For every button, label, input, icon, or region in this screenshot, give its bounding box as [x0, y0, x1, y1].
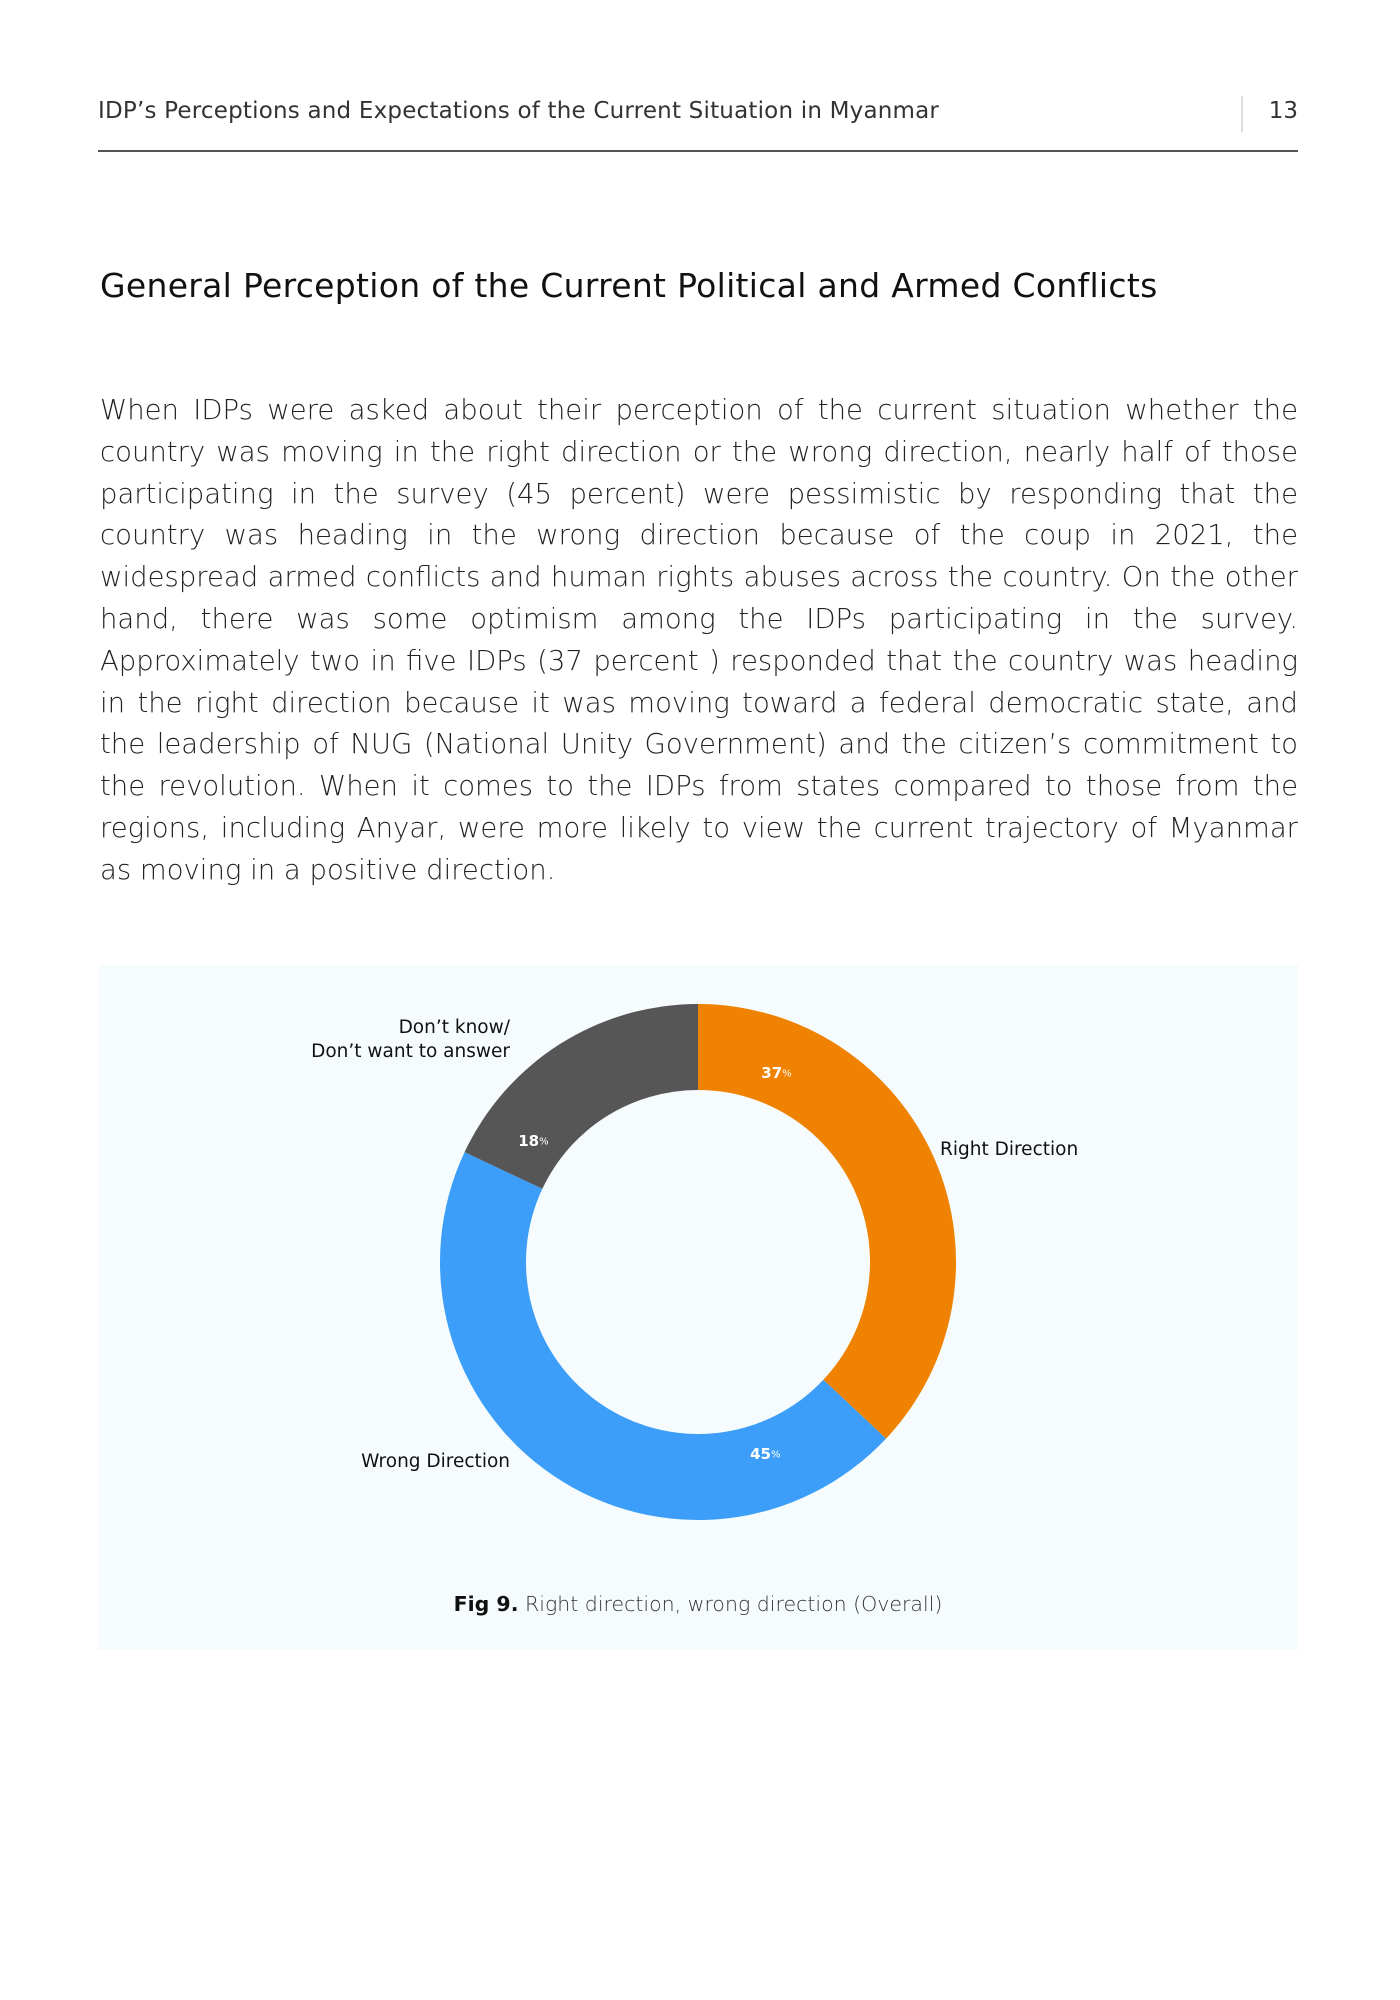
- figure-caption-label: Fig 9.: [453, 1592, 519, 1616]
- donut-label-right-direction: Right Direction: [940, 1139, 1079, 1160]
- page-number: 13: [1268, 98, 1298, 124]
- figure-panel: [98, 965, 1298, 1650]
- donut-label-wrong-direction: Wrong Direction: [361, 1451, 510, 1472]
- header-rule: [98, 150, 1298, 152]
- donut-label-dont-know: Don’t know/ Don’t want to answer: [311, 1017, 510, 1062]
- header-title: IDP’s Perceptions and Expectations of the Current Situation in Myanmar: [98, 98, 940, 124]
- donut-value-wrong-direction: 45%: [750, 1445, 781, 1464]
- body-paragraph: When IDPs were asked about their perception of the current situation whether the country was moving in the right direction or the wrong direction, nearly half of those participating in the survey (45 percent) were pessimistic by responding that the country was heading in the wrong direction because of the coup in 2021, the widespread armed conflicts and human rights abuses across the country. On the other hand, there was some optimism among the IDPs participating in the survey. Approximately two in five IDPs (37 percent ) responded that the country was heading in the right direction because it was moving toward a federal democratic state, and the leadership of NUG (National Unity Government) and the citizen’s commitment to the revolution. When it comes to the IDPs from states compared to those from the regions, including Anyar, were more likely to view the current trajectory of Myanmar as moving in a positive direction.: [100, 394, 1298, 886]
- figure-caption-text: Right direction, wrong direction (Overall): [518, 1592, 943, 1616]
- donut-chart: [98, 965, 1298, 1585]
- donut-slice-right-direction: [698, 1004, 956, 1439]
- page-header: [98, 98, 1298, 152]
- donut-value-dont-know: 18%: [518, 1132, 549, 1150]
- header-separator: [1241, 96, 1243, 132]
- donut-value-right-direction: 37%: [761, 1064, 792, 1083]
- figure-caption: [98, 1592, 1298, 1616]
- section-heading: General Perception of the Current Political and Armed Conflicts: [100, 266, 1158, 305]
